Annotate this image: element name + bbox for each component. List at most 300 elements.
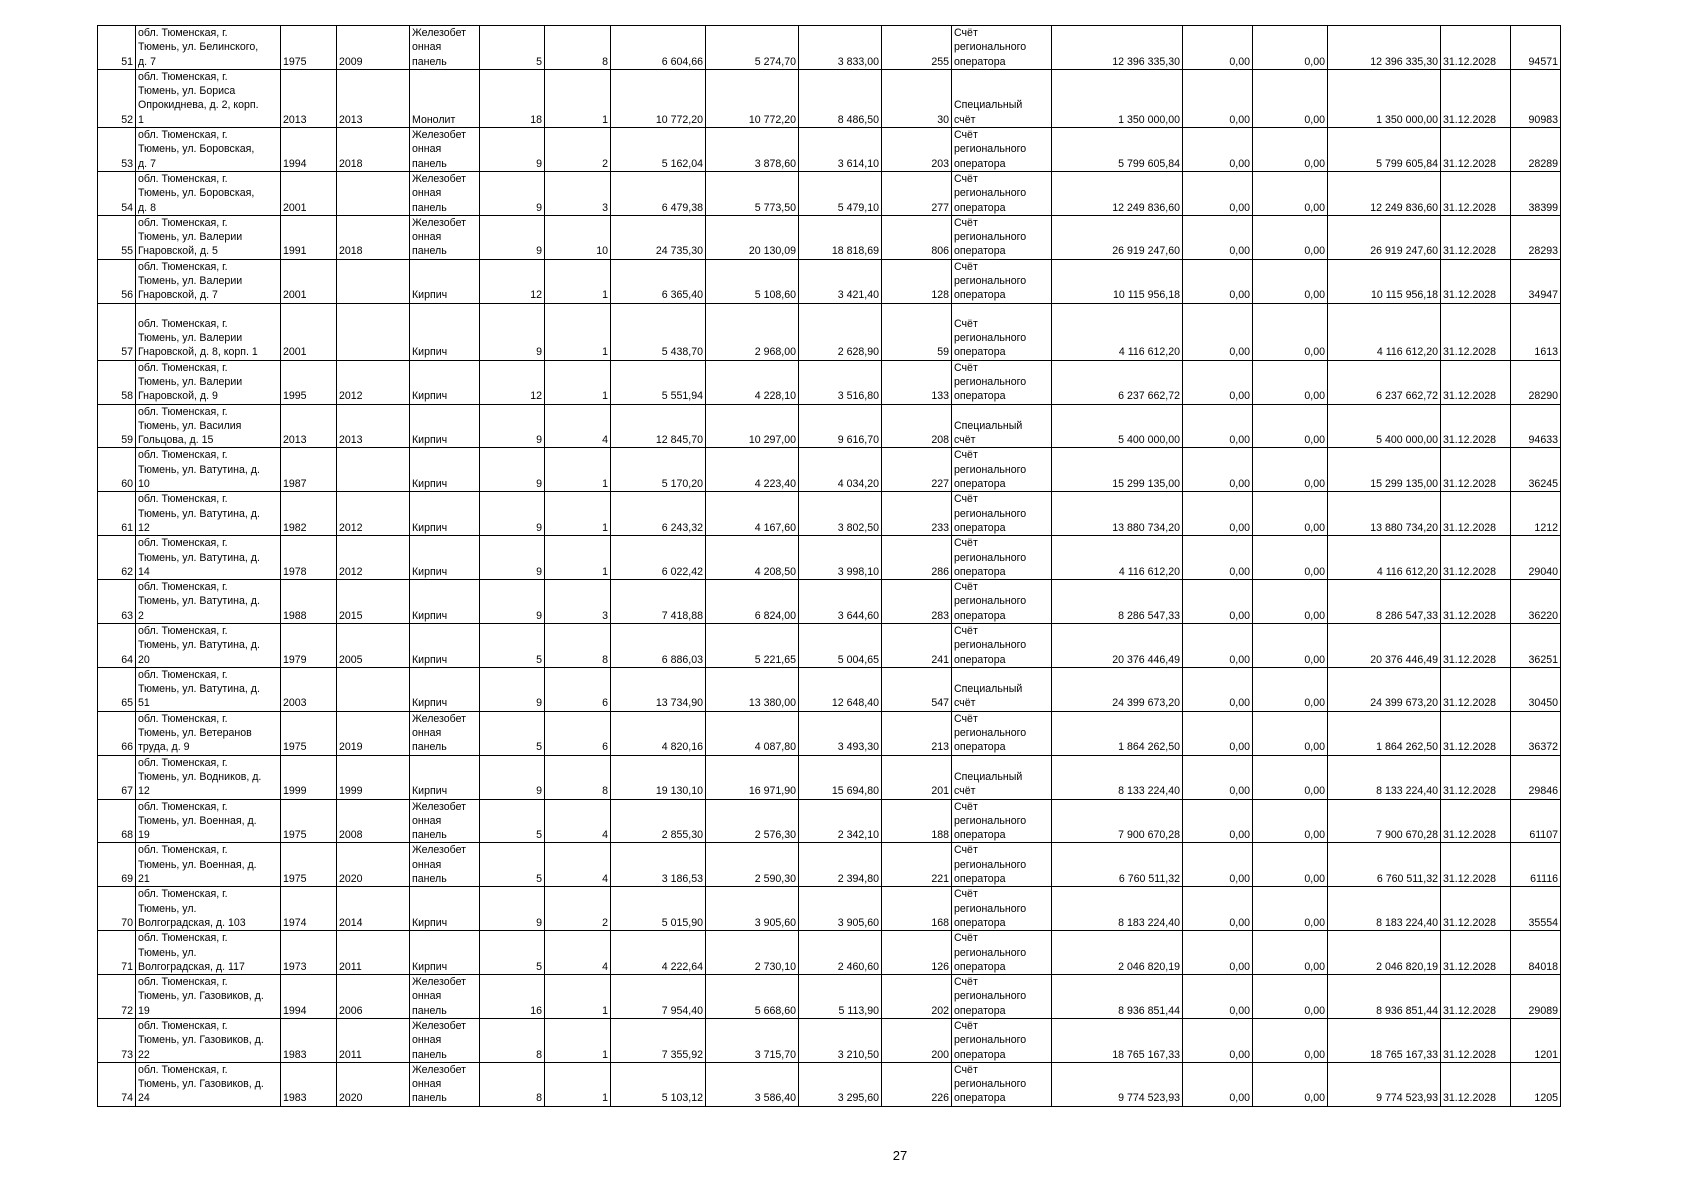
- premises-area-cell: 20 130,09: [706, 215, 799, 259]
- house-code-cell: 34947: [1511, 259, 1561, 303]
- year-built-cell: 1978: [281, 536, 337, 580]
- year-overhaul-cell: 2011: [337, 931, 410, 975]
- year-overhaul-cell: 2018: [337, 128, 410, 172]
- year-built-cell: 1982: [281, 492, 337, 536]
- entrances-cell: 10: [545, 215, 611, 259]
- completion-date-cell: 31.12.2028: [1441, 887, 1511, 931]
- floors-cell: 9: [480, 492, 545, 536]
- completion-date-cell: 31.12.2028: [1441, 404, 1511, 448]
- row-number-cell: 68: [98, 799, 136, 843]
- residential-area-cell: 3 516,80: [799, 360, 882, 404]
- entrances-cell: 6: [545, 667, 611, 711]
- regional-cost-cell: 0,00: [1253, 128, 1328, 172]
- floors-cell: 12: [480, 360, 545, 404]
- floors-cell: 9: [480, 887, 545, 931]
- regional-cost-cell: 0,00: [1253, 580, 1328, 624]
- table-row: [98, 492, 1561, 536]
- completion-date-cell: 31.12.2028: [1441, 26, 1511, 70]
- regional-cost-cell: 0,00: [1253, 259, 1328, 303]
- completion-date-cell: 31.12.2028: [1441, 69, 1511, 127]
- owners-cost-cell: 5 799 605,84: [1328, 128, 1441, 172]
- address-cell: обл. Тюменская, г. Тюмень, ул. Валерии Гнаровской, д. 8, корп. 1: [136, 303, 281, 360]
- table-row: [98, 667, 1561, 711]
- total-area-cell: 6 886,03: [611, 623, 706, 667]
- row-number-cell: 51: [98, 26, 136, 70]
- house-code-cell: 84018: [1511, 931, 1561, 975]
- floors-cell: 9: [480, 580, 545, 624]
- owners-cost-cell: 1 350 000,00: [1328, 69, 1441, 127]
- owners-cost-cell: 20 376 446,49: [1328, 623, 1441, 667]
- year-overhaul-cell: 2020: [337, 1062, 410, 1106]
- residents-cell: 188: [882, 799, 952, 843]
- completion-date-cell: 31.12.2028: [1441, 667, 1511, 711]
- federal-cost-cell: 0,00: [1183, 360, 1253, 404]
- completion-date-cell: 31.12.2028: [1441, 799, 1511, 843]
- floors-cell: 9: [480, 448, 545, 492]
- fund-method-cell: Счёт регионального оператора: [952, 931, 1052, 975]
- year-overhaul-cell: 2011: [337, 1019, 410, 1063]
- residential-area-cell: 8 486,50: [799, 69, 882, 127]
- house-code-cell: 36220: [1511, 580, 1561, 624]
- table-row: [98, 755, 1561, 799]
- table-row: [98, 931, 1561, 975]
- address-cell: обл. Тюменская, г. Тюмень, ул. Ватутина, д. 2: [136, 580, 281, 624]
- residents-cell: 208: [882, 404, 952, 448]
- year-built-cell: 2013: [281, 69, 337, 127]
- total-cost-cell: 5 799 605,84: [1052, 128, 1183, 172]
- address-cell: обл. Тюменская, г. Тюмень, ул. Водников, д. 12: [136, 755, 281, 799]
- house-code-cell: 1212: [1511, 492, 1561, 536]
- address-cell: обл. Тюменская, г. Тюмень, ул. Ватутина, д. 10: [136, 448, 281, 492]
- total-area-cell: 13 734,90: [611, 667, 706, 711]
- completion-date-cell: 31.12.2028: [1441, 1019, 1511, 1063]
- table-row: [98, 843, 1561, 887]
- row-number-cell: 70: [98, 887, 136, 931]
- residential-area-cell: 3 614,10: [799, 128, 882, 172]
- completion-date-cell: 31.12.2028: [1441, 492, 1511, 536]
- residential-area-cell: 12 648,40: [799, 667, 882, 711]
- entrances-cell: 1: [545, 1062, 611, 1106]
- row-number-cell: 65: [98, 667, 136, 711]
- house-code-cell: 36372: [1511, 711, 1561, 755]
- year-overhaul-cell: 2012: [337, 536, 410, 580]
- table-row: [98, 448, 1561, 492]
- fund-method-cell: Счёт регионального оператора: [952, 215, 1052, 259]
- wall-material-cell: Кирпич: [410, 448, 480, 492]
- owners-cost-cell: 12 396 335,30: [1328, 26, 1441, 70]
- owners-cost-cell: 1 864 262,50: [1328, 711, 1441, 755]
- wall-material-cell: Железобет онная панель: [410, 975, 480, 1019]
- entrances-cell: 2: [545, 887, 611, 931]
- total-area-cell: 5 162,04: [611, 128, 706, 172]
- floors-cell: 9: [480, 303, 545, 360]
- regional-cost-cell: 0,00: [1253, 799, 1328, 843]
- table-row: [98, 623, 1561, 667]
- total-area-cell: 3 186,53: [611, 843, 706, 887]
- address-cell: обл. Тюменская, г. Тюмень, ул. Ветеранов труда, д. 9: [136, 711, 281, 755]
- fund-method-cell: Специальный счёт: [952, 404, 1052, 448]
- residents-cell: 221: [882, 843, 952, 887]
- address-cell: обл. Тюменская, г. Тюмень, ул. Бориса Опрокиднева, д. 2, корп. 1: [136, 69, 281, 127]
- house-code-cell: 36245: [1511, 448, 1561, 492]
- completion-date-cell: 31.12.2028: [1441, 931, 1511, 975]
- year-overhaul-cell: [337, 667, 410, 711]
- regional-cost-cell: 0,00: [1253, 404, 1328, 448]
- year-built-cell: 1983: [281, 1019, 337, 1063]
- year-built-cell: 1988: [281, 580, 337, 624]
- year-overhaul-cell: [337, 303, 410, 360]
- year-overhaul-cell: 2005: [337, 623, 410, 667]
- address-cell: обл. Тюменская, г. Тюмень, ул. Военная, д. 19: [136, 799, 281, 843]
- regional-cost-cell: 0,00: [1253, 1019, 1328, 1063]
- total-cost-cell: 2 046 820,19: [1052, 931, 1183, 975]
- table-row: [98, 303, 1561, 360]
- wall-material-cell: Железобет онная панель: [410, 799, 480, 843]
- federal-cost-cell: 0,00: [1183, 171, 1253, 215]
- year-overhaul-cell: 2013: [337, 69, 410, 127]
- entrances-cell: 4: [545, 843, 611, 887]
- entrances-cell: 1: [545, 1019, 611, 1063]
- year-built-cell: 1975: [281, 799, 337, 843]
- entrances-cell: 1: [545, 259, 611, 303]
- row-number-cell: 67: [98, 755, 136, 799]
- total-area-cell: 10 772,20: [611, 69, 706, 127]
- buildings-table: [97, 25, 1561, 1107]
- table-row: [98, 360, 1561, 404]
- entrances-cell: 8: [545, 623, 611, 667]
- floors-cell: 9: [480, 667, 545, 711]
- total-area-cell: 7 355,92: [611, 1019, 706, 1063]
- total-cost-cell: 13 880 734,20: [1052, 492, 1183, 536]
- owners-cost-cell: 15 299 135,00: [1328, 448, 1441, 492]
- premises-area-cell: 3 715,70: [706, 1019, 799, 1063]
- owners-cost-cell: 7 900 670,28: [1328, 799, 1441, 843]
- regional-cost-cell: 0,00: [1253, 931, 1328, 975]
- total-cost-cell: 8 286 547,33: [1052, 580, 1183, 624]
- regional-cost-cell: 0,00: [1253, 303, 1328, 360]
- year-overhaul-cell: [337, 448, 410, 492]
- total-area-cell: 5 015,90: [611, 887, 706, 931]
- federal-cost-cell: 0,00: [1183, 580, 1253, 624]
- premises-area-cell: 10 772,20: [706, 69, 799, 127]
- house-code-cell: 94571: [1511, 26, 1561, 70]
- regional-cost-cell: 0,00: [1253, 1062, 1328, 1106]
- total-area-cell: 5 438,70: [611, 303, 706, 360]
- house-code-cell: 1201: [1511, 1019, 1561, 1063]
- year-built-cell: 1987: [281, 448, 337, 492]
- total-area-cell: 6 604,66: [611, 26, 706, 70]
- year-built-cell: 2001: [281, 303, 337, 360]
- regional-cost-cell: 0,00: [1253, 843, 1328, 887]
- floors-cell: 5: [480, 931, 545, 975]
- owners-cost-cell: 2 046 820,19: [1328, 931, 1441, 975]
- residential-area-cell: 2 628,90: [799, 303, 882, 360]
- completion-date-cell: 31.12.2028: [1441, 215, 1511, 259]
- fund-method-cell: Счёт регионального оператора: [952, 580, 1052, 624]
- wall-material-cell: Кирпич: [410, 259, 480, 303]
- table-row: [98, 69, 1561, 127]
- address-cell: обл. Тюменская, г. Тюмень, ул. Боровская, д. 8: [136, 171, 281, 215]
- floors-cell: 5: [480, 623, 545, 667]
- table-row: [98, 215, 1561, 259]
- total-cost-cell: 24 399 673,20: [1052, 667, 1183, 711]
- wall-material-cell: Кирпич: [410, 492, 480, 536]
- floors-cell: 5: [480, 711, 545, 755]
- owners-cost-cell: 5 400 000,00: [1328, 404, 1441, 448]
- row-number-cell: 74: [98, 1062, 136, 1106]
- entrances-cell: 4: [545, 799, 611, 843]
- residents-cell: 30: [882, 69, 952, 127]
- total-area-cell: 4 820,16: [611, 711, 706, 755]
- address-cell: обл. Тюменская, г. Тюмень, ул. Ватутина, д. 20: [136, 623, 281, 667]
- floors-cell: 8: [480, 1062, 545, 1106]
- wall-material-cell: Кирпич: [410, 303, 480, 360]
- year-overhaul-cell: [337, 259, 410, 303]
- regional-cost-cell: 0,00: [1253, 69, 1328, 127]
- row-number-cell: 60: [98, 448, 136, 492]
- fund-method-cell: Счёт регионального оператора: [952, 1019, 1052, 1063]
- federal-cost-cell: 0,00: [1183, 404, 1253, 448]
- premises-area-cell: 3 905,60: [706, 887, 799, 931]
- entrances-cell: 4: [545, 404, 611, 448]
- total-cost-cell: 18 765 167,33: [1052, 1019, 1183, 1063]
- floors-cell: 9: [480, 171, 545, 215]
- residents-cell: 547: [882, 667, 952, 711]
- residents-cell: 233: [882, 492, 952, 536]
- regional-cost-cell: 0,00: [1253, 492, 1328, 536]
- residents-cell: 201: [882, 755, 952, 799]
- entrances-cell: 1: [545, 975, 611, 1019]
- premises-area-cell: 16 971,90: [706, 755, 799, 799]
- address-cell: обл. Тюменская, г. Тюмень, ул. Валерии Гнаровской, д. 9: [136, 360, 281, 404]
- row-number-cell: 55: [98, 215, 136, 259]
- total-cost-cell: 5 400 000,00: [1052, 404, 1183, 448]
- wall-material-cell: Железобет онная панель: [410, 1062, 480, 1106]
- federal-cost-cell: 0,00: [1183, 667, 1253, 711]
- total-cost-cell: 4 116 612,20: [1052, 303, 1183, 360]
- owners-cost-cell: 8 286 547,33: [1328, 580, 1441, 624]
- fund-method-cell: Счёт регионального оператора: [952, 128, 1052, 172]
- address-cell: обл. Тюменская, г. Тюмень, ул. Василия Гольцова, д. 15: [136, 404, 281, 448]
- premises-area-cell: 6 824,00: [706, 580, 799, 624]
- table-row: [98, 26, 1561, 70]
- year-built-cell: 1974: [281, 887, 337, 931]
- federal-cost-cell: 0,00: [1183, 492, 1253, 536]
- address-cell: обл. Тюменская, г. Тюмень, ул. Ватутина, д. 12: [136, 492, 281, 536]
- premises-area-cell: 3 586,40: [706, 1062, 799, 1106]
- row-number-cell: 56: [98, 259, 136, 303]
- total-area-cell: 4 222,64: [611, 931, 706, 975]
- wall-material-cell: Кирпич: [410, 580, 480, 624]
- premises-area-cell: 5 274,70: [706, 26, 799, 70]
- regional-cost-cell: 0,00: [1253, 360, 1328, 404]
- floors-cell: 18: [480, 69, 545, 127]
- total-area-cell: 7 954,40: [611, 975, 706, 1019]
- federal-cost-cell: 0,00: [1183, 536, 1253, 580]
- wall-material-cell: Кирпич: [410, 536, 480, 580]
- total-cost-cell: 26 919 247,60: [1052, 215, 1183, 259]
- total-cost-cell: 9 774 523,93: [1052, 1062, 1183, 1106]
- premises-area-cell: 5 773,50: [706, 171, 799, 215]
- house-code-cell: 29089: [1511, 975, 1561, 1019]
- table-row: [98, 975, 1561, 1019]
- federal-cost-cell: 0,00: [1183, 931, 1253, 975]
- wall-material-cell: Железобет онная панель: [410, 711, 480, 755]
- owners-cost-cell: 26 919 247,60: [1328, 215, 1441, 259]
- fund-method-cell: Счёт регионального оператора: [952, 536, 1052, 580]
- regional-cost-cell: 0,00: [1253, 975, 1328, 1019]
- total-area-cell: 5 170,20: [611, 448, 706, 492]
- house-code-cell: 90983: [1511, 69, 1561, 127]
- row-number-cell: 71: [98, 931, 136, 975]
- federal-cost-cell: 0,00: [1183, 799, 1253, 843]
- residents-cell: 286: [882, 536, 952, 580]
- federal-cost-cell: 0,00: [1183, 843, 1253, 887]
- total-area-cell: 6 243,32: [611, 492, 706, 536]
- residential-area-cell: 3 998,10: [799, 536, 882, 580]
- year-built-cell: 1995: [281, 360, 337, 404]
- row-number-cell: 73: [98, 1019, 136, 1063]
- completion-date-cell: 31.12.2028: [1441, 128, 1511, 172]
- residents-cell: 277: [882, 171, 952, 215]
- table-body: [98, 26, 1561, 1107]
- premises-area-cell: 4 167,60: [706, 492, 799, 536]
- house-code-cell: 29040: [1511, 536, 1561, 580]
- total-area-cell: 5 551,94: [611, 360, 706, 404]
- fund-method-cell: Счёт регионального оператора: [952, 975, 1052, 1019]
- wall-material-cell: Железобет онная панель: [410, 843, 480, 887]
- residential-area-cell: 18 818,69: [799, 215, 882, 259]
- year-overhaul-cell: 2012: [337, 360, 410, 404]
- residential-area-cell: 2 394,80: [799, 843, 882, 887]
- year-built-cell: 1975: [281, 711, 337, 755]
- fund-method-cell: Счёт регионального оператора: [952, 887, 1052, 931]
- completion-date-cell: 31.12.2028: [1441, 1062, 1511, 1106]
- table-row: [98, 887, 1561, 931]
- registry-sheet: [97, 25, 1561, 1107]
- year-built-cell: 1994: [281, 128, 337, 172]
- residents-cell: 203: [882, 128, 952, 172]
- wall-material-cell: Кирпич: [410, 931, 480, 975]
- total-area-cell: 5 103,12: [611, 1062, 706, 1106]
- premises-area-cell: 2 730,10: [706, 931, 799, 975]
- total-area-cell: 24 735,30: [611, 215, 706, 259]
- table-row: [98, 259, 1561, 303]
- row-number-cell: 53: [98, 128, 136, 172]
- row-number-cell: 59: [98, 404, 136, 448]
- wall-material-cell: Кирпич: [410, 667, 480, 711]
- year-overhaul-cell: 2018: [337, 215, 410, 259]
- address-cell: обл. Тюменская, г. Тюмень, ул. Ватутина, д. 51: [136, 667, 281, 711]
- federal-cost-cell: 0,00: [1183, 711, 1253, 755]
- floors-cell: 5: [480, 799, 545, 843]
- fund-method-cell: Счёт регионального оператора: [952, 492, 1052, 536]
- floors-cell: 5: [480, 26, 545, 70]
- year-built-cell: 2001: [281, 259, 337, 303]
- regional-cost-cell: 0,00: [1253, 667, 1328, 711]
- residential-area-cell: 9 616,70: [799, 404, 882, 448]
- year-overhaul-cell: 2015: [337, 580, 410, 624]
- house-code-cell: 30450: [1511, 667, 1561, 711]
- page-number: 27: [892, 1148, 908, 1163]
- residents-cell: 126: [882, 931, 952, 975]
- owners-cost-cell: 4 116 612,20: [1328, 536, 1441, 580]
- row-number-cell: 58: [98, 360, 136, 404]
- row-number-cell: 72: [98, 975, 136, 1019]
- year-overhaul-cell: 1999: [337, 755, 410, 799]
- completion-date-cell: 31.12.2028: [1441, 303, 1511, 360]
- premises-area-cell: 2 968,00: [706, 303, 799, 360]
- owners-cost-cell: 9 774 523,93: [1328, 1062, 1441, 1106]
- house-code-cell: 29846: [1511, 755, 1561, 799]
- residential-area-cell: 3 644,60: [799, 580, 882, 624]
- total-cost-cell: 8 133 224,40: [1052, 755, 1183, 799]
- house-code-cell: 38399: [1511, 171, 1561, 215]
- wall-material-cell: Монолит: [410, 69, 480, 127]
- year-built-cell: 2013: [281, 404, 337, 448]
- row-number-cell: 61: [98, 492, 136, 536]
- regional-cost-cell: 0,00: [1253, 536, 1328, 580]
- entrances-cell: 1: [545, 303, 611, 360]
- completion-date-cell: 31.12.2028: [1441, 755, 1511, 799]
- regional-cost-cell: 0,00: [1253, 623, 1328, 667]
- entrances-cell: 1: [545, 69, 611, 127]
- row-number-cell: 64: [98, 623, 136, 667]
- wall-material-cell: Кирпич: [410, 623, 480, 667]
- row-number-cell: 66: [98, 711, 136, 755]
- fund-method-cell: Счёт регионального оператора: [952, 623, 1052, 667]
- floors-cell: 9: [480, 536, 545, 580]
- year-built-cell: 1994: [281, 975, 337, 1019]
- federal-cost-cell: 0,00: [1183, 623, 1253, 667]
- address-cell: обл. Тюменская, г. Тюмень, ул. Валерии Гнаровской, д. 5: [136, 215, 281, 259]
- entrances-cell: 3: [545, 171, 611, 215]
- total-area-cell: 2 855,30: [611, 799, 706, 843]
- wall-material-cell: Железобет онная панель: [410, 215, 480, 259]
- year-built-cell: 1975: [281, 843, 337, 887]
- row-number-cell: 52: [98, 69, 136, 127]
- completion-date-cell: 31.12.2028: [1441, 360, 1511, 404]
- table-row: [98, 536, 1561, 580]
- wall-material-cell: Железобет онная панель: [410, 1019, 480, 1063]
- year-overhaul-cell: 2014: [337, 887, 410, 931]
- total-cost-cell: 1 864 262,50: [1052, 711, 1183, 755]
- year-built-cell: 1983: [281, 1062, 337, 1106]
- floors-cell: 16: [480, 975, 545, 1019]
- residents-cell: 168: [882, 887, 952, 931]
- owners-cost-cell: 4 116 612,20: [1328, 303, 1441, 360]
- table-row: [98, 1019, 1561, 1063]
- total-area-cell: 19 130,10: [611, 755, 706, 799]
- table-row: [98, 404, 1561, 448]
- federal-cost-cell: 0,00: [1183, 887, 1253, 931]
- address-cell: обл. Тюменская, г. Тюмень, ул. Волгоградская, д. 103: [136, 887, 281, 931]
- premises-area-cell: 4 223,40: [706, 448, 799, 492]
- total-cost-cell: 8 936 851,44: [1052, 975, 1183, 1019]
- fund-method-cell: Счёт регионального оператора: [952, 360, 1052, 404]
- total-cost-cell: 1 350 000,00: [1052, 69, 1183, 127]
- fund-method-cell: Специальный счёт: [952, 667, 1052, 711]
- federal-cost-cell: 0,00: [1183, 1062, 1253, 1106]
- premises-area-cell: 2 576,30: [706, 799, 799, 843]
- premises-area-cell: 4 228,10: [706, 360, 799, 404]
- total-area-cell: 7 418,88: [611, 580, 706, 624]
- address-cell: обл. Тюменская, г. Тюмень, ул. Газовиков, д. 24: [136, 1062, 281, 1106]
- residents-cell: 241: [882, 623, 952, 667]
- fund-method-cell: Счёт регионального оператора: [952, 303, 1052, 360]
- table-row: [98, 1062, 1561, 1106]
- fund-method-cell: Счёт регионального оператора: [952, 171, 1052, 215]
